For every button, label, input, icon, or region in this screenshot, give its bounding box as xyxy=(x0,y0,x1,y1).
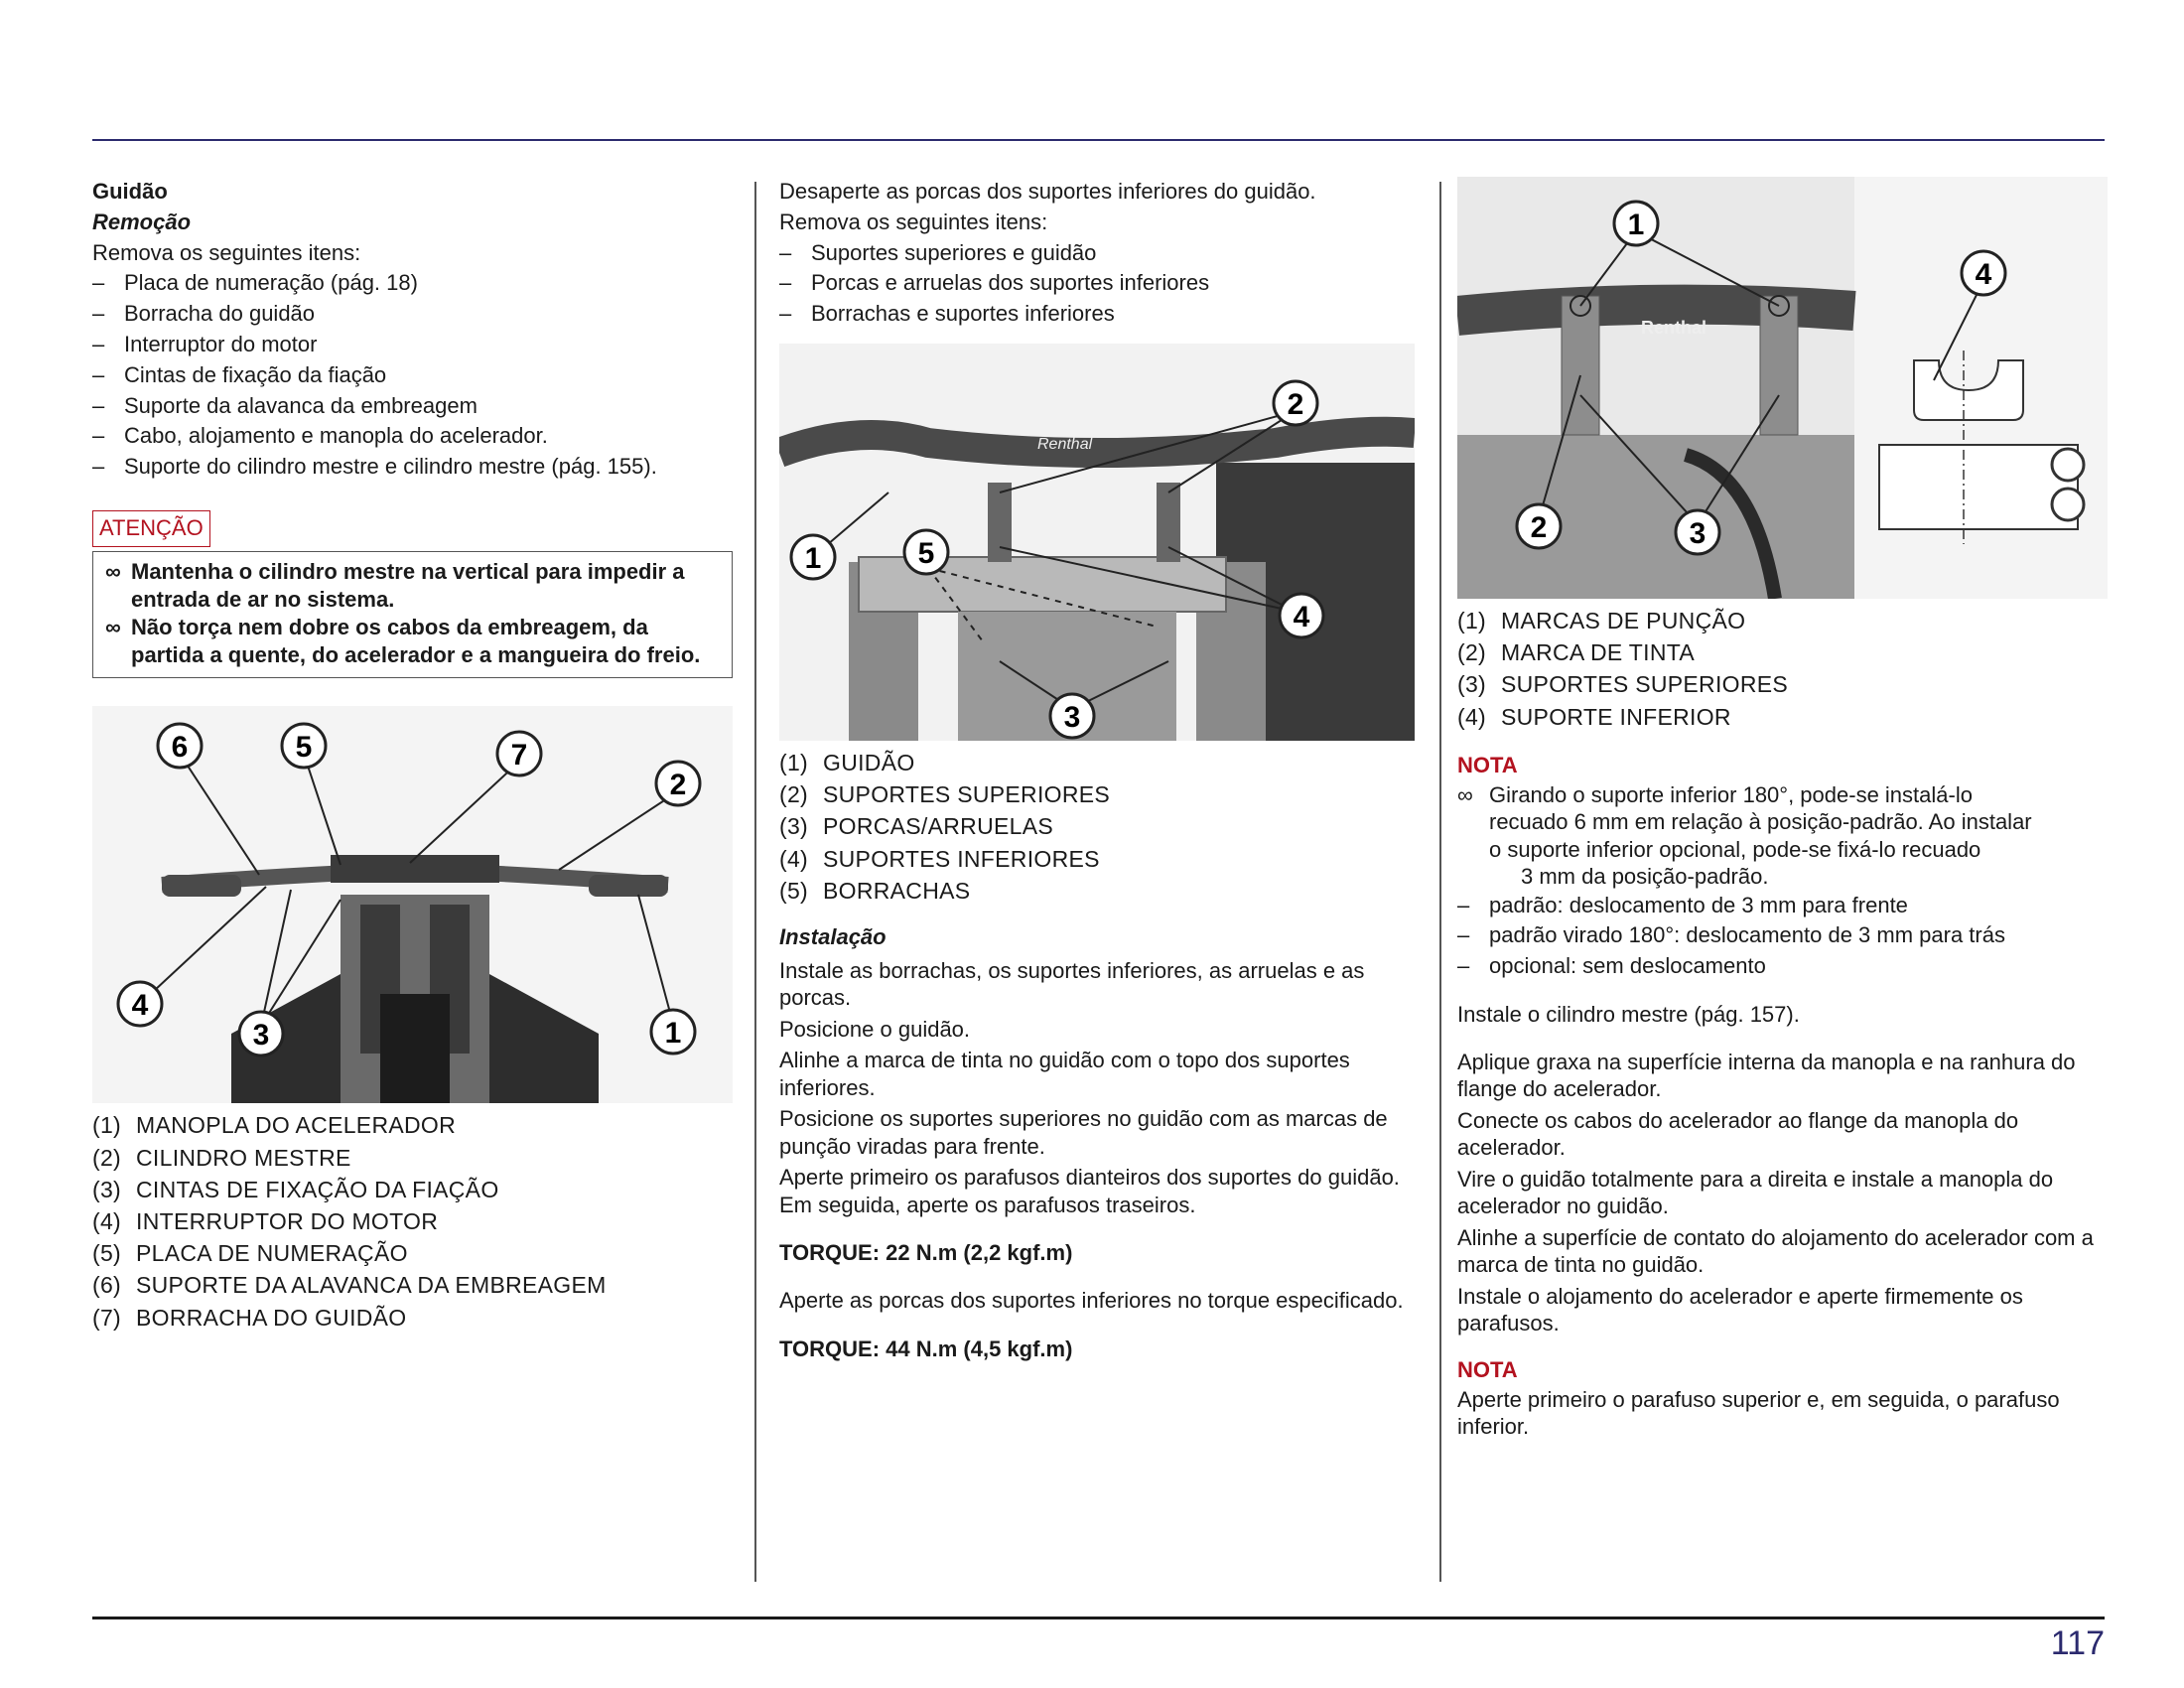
handlebar-controls-figure xyxy=(92,706,733,1103)
svg-text:1: 1 xyxy=(664,1017,682,1051)
column-3 xyxy=(1457,177,2108,1441)
list-item: – Placa de numeração (pág. 18) xyxy=(92,270,418,296)
torque-spec-1: TORQUE: 22 N.m (2,2 kgf.m) xyxy=(779,1240,1073,1266)
column-2 xyxy=(779,177,1420,1364)
svg-text:4: 4 xyxy=(1975,258,1992,291)
callout-2 xyxy=(656,762,700,805)
caption-item: (4) INTERRUPTOR DO MOTOR xyxy=(92,1207,439,1234)
caption-item: (4) SUPORTES INFERIORES xyxy=(779,845,1100,872)
callout-5 xyxy=(904,530,948,574)
svg-text:2: 2 xyxy=(669,769,687,802)
figure-1-captions xyxy=(92,1109,733,1333)
svg-text:7: 7 xyxy=(510,739,528,773)
handlebar-brand: Renthal xyxy=(1037,435,1093,453)
caption-item: (1) MANOPLA DO ACELERADOR xyxy=(92,1112,456,1139)
svg-text:6: 6 xyxy=(171,731,189,765)
caption-item: (5) BORRACHAS xyxy=(779,877,971,904)
note-text: Aperte primeiro o parafuso superior e, em seguida, o parafuso inferior. xyxy=(1457,1386,2060,1440)
callout-2 xyxy=(1517,504,1561,548)
list-item: – Suporte da alavanca da embreagem xyxy=(92,392,478,418)
install-step: Alinhe a superfície de contato do alojamento do acelerador com a marca de tinta no guidão. xyxy=(1457,1224,2094,1278)
caption-item: (1) GUIDÃO xyxy=(779,749,915,775)
install-step: Instale as borrachas, os suportes inferiores, as arruelas e as porcas. xyxy=(779,957,1365,1011)
install-step: Conecte os cabos do acelerador ao flange da manopla do acelerador. xyxy=(1457,1107,2019,1161)
callout-3 xyxy=(1050,694,1094,738)
figure-2-captions xyxy=(779,747,1420,907)
loosen-instruction: Desaperte as porcas dos suportes inferiores do guidão. xyxy=(779,179,1316,204)
caption-item: (3) SUPORTES SUPERIORES xyxy=(1457,671,1789,698)
removal-intro: Remova os seguintes itens: xyxy=(92,239,361,265)
svg-text:5: 5 xyxy=(917,536,935,570)
caption-item: (4) SUPORTE INFERIOR xyxy=(1457,703,1731,730)
svg-text:2: 2 xyxy=(1530,511,1548,544)
caption-item: (1) MARCAS DE PUNÇÃO xyxy=(1457,608,1746,633)
note-label: NOTA xyxy=(1457,1356,1518,1382)
caption-item: (7) BORRACHA DO GUIDÃO xyxy=(92,1304,407,1331)
install-master-cylinder: Instale o cilindro mestre (pág. 157). xyxy=(1457,1001,1800,1027)
callout-2 xyxy=(1274,381,1317,425)
svg-text:3: 3 xyxy=(252,1019,270,1053)
svg-text:5: 5 xyxy=(295,731,313,765)
warning-label: ATENÇÃO xyxy=(92,510,210,547)
svg-text:4: 4 xyxy=(131,989,149,1023)
note-options-list xyxy=(1457,891,2108,982)
callout-3 xyxy=(1676,510,1719,554)
install-step: Instale o alojamento do acelerador e aperte firmemente os parafusos. xyxy=(1457,1283,2023,1336)
caption-item: (2) SUPORTES SUPERIORES xyxy=(779,781,1111,808)
handlebar-brand: Renthal xyxy=(1641,318,1707,338)
caption-item: (3) PORCAS/ARRUELAS xyxy=(779,813,1054,840)
svg-text:3: 3 xyxy=(1689,517,1706,550)
tighten-instruction: Aperte as porcas dos suportes inferiores no torque especificado. xyxy=(779,1288,1404,1314)
callout-4 xyxy=(118,982,162,1026)
list-item: – Suportes superiores e guidão xyxy=(779,239,1097,265)
svg-text:1: 1 xyxy=(804,541,822,575)
column-separator-2 xyxy=(1439,182,1441,1582)
column-1 xyxy=(92,177,733,1334)
callout-4 xyxy=(1962,251,2005,295)
caption-item: (2) MARCA DE TINTA xyxy=(1457,639,1696,666)
svg-text:2: 2 xyxy=(1287,387,1304,421)
punch-marks-figure xyxy=(1457,177,2108,599)
list-item: – Cabo, alojamento e manopla do acelerador. xyxy=(92,423,548,449)
callout-3 xyxy=(239,1012,283,1055)
removal-intro: Remova os seguintes itens: xyxy=(779,209,1048,234)
callout-6 xyxy=(158,724,202,768)
caption-item: (3) CINTAS DE FIXAÇÃO DA FIAÇÃO xyxy=(92,1176,499,1202)
install-step: Posicione os suportes superiores no guidão com as marcas de punção viradas para frente. xyxy=(779,1106,1388,1159)
torque-spec-2: TORQUE: 44 N.m (4,5 kgf.m) xyxy=(779,1336,1073,1361)
svg-text:4: 4 xyxy=(1293,600,1310,633)
list-item: – Borrachas e suportes inferiores xyxy=(779,301,1115,327)
list-item: – padrão: deslocamento de 3 mm para frente xyxy=(1457,892,1908,917)
callout-4 xyxy=(1280,594,1323,637)
section-title: Guidão xyxy=(92,179,168,204)
bottom-rule xyxy=(92,1617,2105,1619)
install-step: Vire o guidão totalmente para a direita e instale a manopla do acelerador no guidão. xyxy=(1457,1166,2054,1219)
list-item: – padrão virado 180°: deslocamento de 3 mm para trás xyxy=(1457,922,2005,948)
svg-text:1: 1 xyxy=(1627,209,1645,241)
callout-1 xyxy=(651,1010,695,1054)
warning-box xyxy=(92,551,733,679)
install-step: Aplique graxa na superfície interna da manopla e na ranhura do flange do acelerador. xyxy=(1457,1049,2076,1102)
callout-5 xyxy=(282,724,326,768)
caption-item: (6) SUPORTE DA ALAVANCA DA EMBREAGEM xyxy=(92,1272,607,1299)
list-item: – Cintas de fixação da fiação xyxy=(92,361,387,387)
install-step: Alinhe a marca de tinta no guidão com o topo dos suportes inferiores. xyxy=(779,1048,1350,1100)
callout-1 xyxy=(1614,202,1658,245)
warning-item: ∞ Não torça nem dobre os cabos da embreagem, da partida a quente, do acelerador e a mangueira do freio. xyxy=(105,615,701,668)
page-number: 117 xyxy=(2050,1624,2105,1662)
figure-3-captions xyxy=(1457,605,2108,733)
removal-subtitle: Remoção xyxy=(92,209,192,234)
top-rule xyxy=(92,139,2105,141)
caption-item: (2) CILINDRO MESTRE xyxy=(92,1144,351,1171)
note-label: NOTA xyxy=(1457,752,1518,777)
removal-list-2 xyxy=(779,238,1420,330)
column-separator-1 xyxy=(754,182,756,1582)
install-step: Aperte primeiro os parafusos dianteiros dos suportes do guidão. Em seguida, aperte os parafusos traseiros. xyxy=(779,1165,1400,1217)
list-item: – opcional: sem deslocamento xyxy=(1457,953,1766,979)
callout-7 xyxy=(497,732,541,775)
list-item: – Porcas e arruelas dos suportes inferiores xyxy=(779,270,1210,296)
callout-1 xyxy=(791,535,835,579)
installation-subtitle: Instalação xyxy=(779,923,887,949)
removal-list xyxy=(92,268,733,483)
list-item: – Interruptor do motor xyxy=(92,331,318,356)
warning-item: ∞ Mantenha o cilindro mestre na vertical para impedir a entrada de ar no sistema. xyxy=(105,558,685,612)
note-bullet: ∞ Girando o suporte inferior 180°, pode-se instalá-lo recuado 6 mm em relação à posição-padrão. Ao instalar o suporte inferior opcional, pode-se fixá-lo recuado 3 mm da posição-padrão. xyxy=(1457,781,2032,890)
svg-text:3: 3 xyxy=(1063,700,1081,734)
handlebar-holders-figure xyxy=(779,344,1415,741)
list-item: – Borracha do guidão xyxy=(92,301,316,327)
install-step: Posicione o guidão. xyxy=(779,1016,971,1042)
caption-item: (5) PLACA DE NUMERAÇÃO xyxy=(92,1240,408,1267)
list-item: – Suporte do cilindro mestre e cilindro mestre (pág. 155). xyxy=(92,454,657,480)
